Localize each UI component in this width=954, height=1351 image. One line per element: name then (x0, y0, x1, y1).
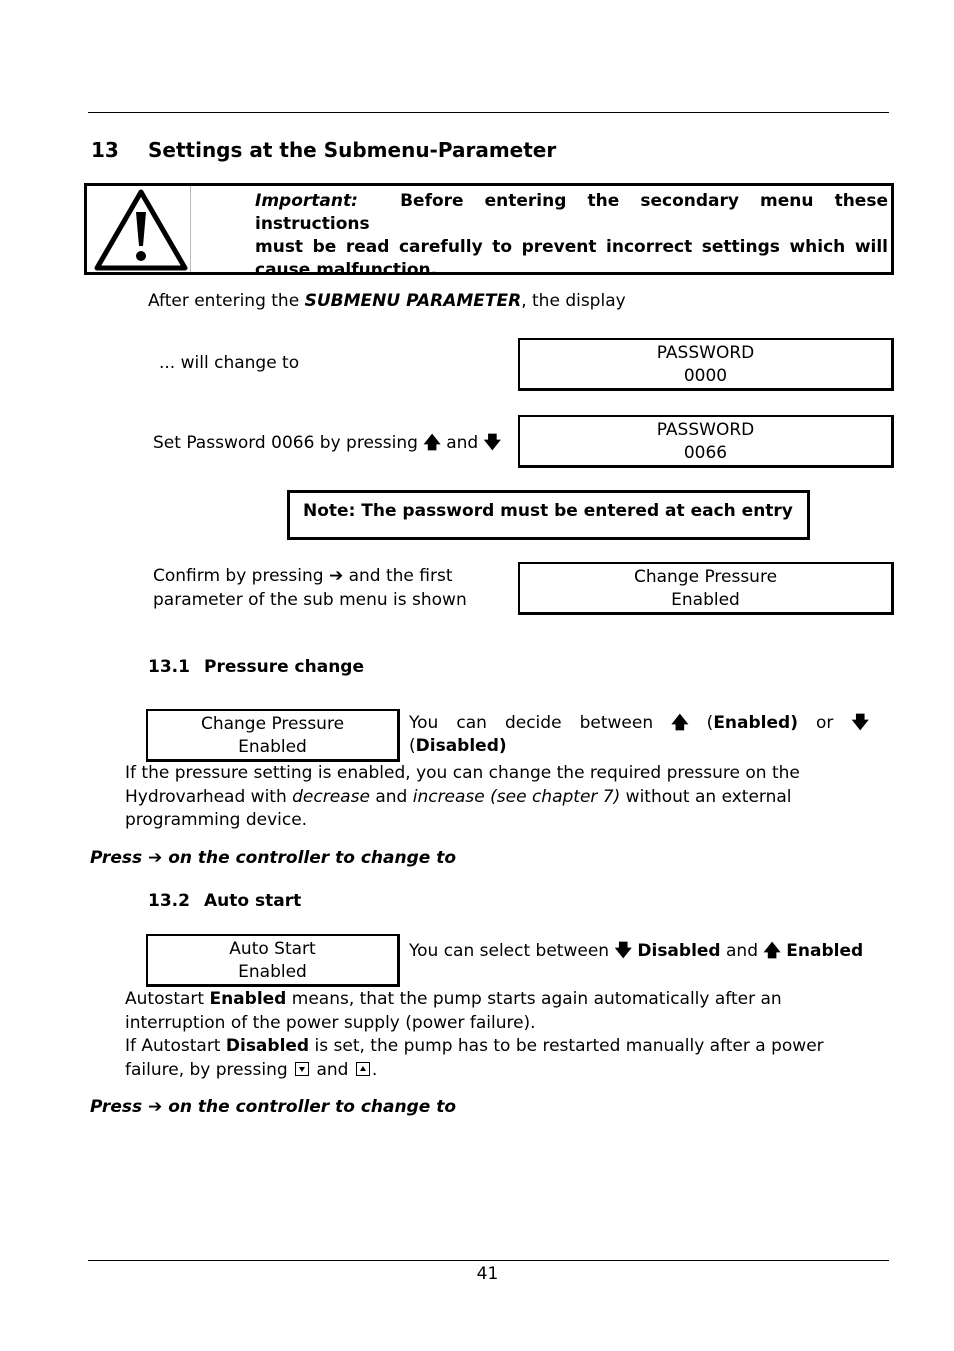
warning-line-3: cause malfunction. (255, 260, 438, 280)
decide-text: You can decide between 🡅 (Enabled) or 🡇 (Disabled) (409, 713, 869, 756)
warning-label: Important: (255, 191, 358, 211)
press-instruction-1: Press ➔ on the controller to change to (90, 848, 457, 868)
up-arrow-icon: 🡅 (671, 713, 689, 733)
display-line-2: Enabled (238, 737, 307, 757)
display-line-1: PASSWORD (656, 420, 755, 440)
header-rule (88, 112, 889, 113)
warning-text (255, 190, 888, 282)
subsection-number: 13.2 (148, 891, 190, 911)
footer-rule (88, 1260, 889, 1261)
warning-icon-cell (87, 186, 191, 272)
right-arrow-icon: ➔ (328, 566, 344, 586)
down-key-icon (295, 1062, 309, 1076)
down-arrow-icon: 🡇 (483, 433, 502, 453)
step1-text: ... will change to (159, 353, 300, 373)
display-password-0000 (518, 338, 894, 391)
display-line-1: Change Pressure (200, 714, 345, 734)
section-number: 13 (91, 138, 119, 162)
select-text: You can select between 🡇 Disabled and 🡅 Enabled (409, 938, 863, 967)
step2-text: Set Password 0066 by pressing 🡅 and 🡇 (153, 430, 501, 459)
display-line-1: Change Pressure (633, 567, 778, 587)
warning-box (84, 183, 894, 280)
right-arrow-icon: ➔ (148, 848, 163, 868)
display-line-2: 0066 (683, 443, 728, 463)
display-password-0066 (518, 415, 894, 468)
display-line-2: Enabled (238, 962, 307, 982)
up-key-icon (356, 1062, 370, 1076)
down-arrow-icon: 🡇 (851, 713, 869, 733)
subsection-title: Auto start (204, 891, 302, 911)
section-title: Settings at the Submenu-Parameter (148, 138, 557, 162)
display-line-1: PASSWORD (656, 343, 755, 363)
right-arrow-icon: ➔ (148, 1097, 163, 1117)
page-number: 41 (476, 1264, 499, 1284)
up-arrow-icon: 🡅 (763, 941, 781, 961)
display-line-2: 0000 (683, 366, 728, 386)
display-change-pressure-small (146, 709, 400, 762)
down-arrow-icon: 🡇 (614, 941, 632, 961)
warning-triangle-icon (93, 188, 189, 272)
pressure-paragraph: If the pressure setting is enabled, you can change the required pressure on the Hydrovarhead with decrease and increase (see chapter 7) without an external programming device. (125, 763, 800, 830)
press-instruction-2: Press ➔ on the controller to change to (90, 1097, 457, 1117)
subsection-number: 13.1 (148, 657, 190, 677)
display-auto-start (146, 934, 400, 987)
step3-text: Confirm by pressing ➔ and the first parameter of the sub menu is shown (153, 566, 467, 610)
submenu-parameter-label: SUBMENU PARAMETER (304, 291, 522, 311)
subsection-title: Pressure change (204, 657, 364, 677)
warning-line-2: must be read carefully to prevent incorrect settings which will (255, 237, 888, 257)
autostart-paragraph: Autostart Enabled means, that the pump starts again automatically after an interruption of the power supply (power failure). If Autostart Disabled is set, the pump has to be restarted manually after a power failure, by pressing and . (125, 989, 824, 1080)
password-note: Note: The password must be entered at each entry (287, 490, 810, 540)
display-line-1: Auto Start (229, 939, 316, 959)
intro-text: After entering the SUBMENU PARAMETER, the display (148, 291, 626, 311)
display-line-2: Enabled (671, 590, 740, 610)
warning-line-1: Before entering the secondary menu these instructions (255, 191, 888, 234)
up-arrow-icon: 🡅 (423, 433, 441, 453)
display-change-pressure (518, 562, 894, 615)
